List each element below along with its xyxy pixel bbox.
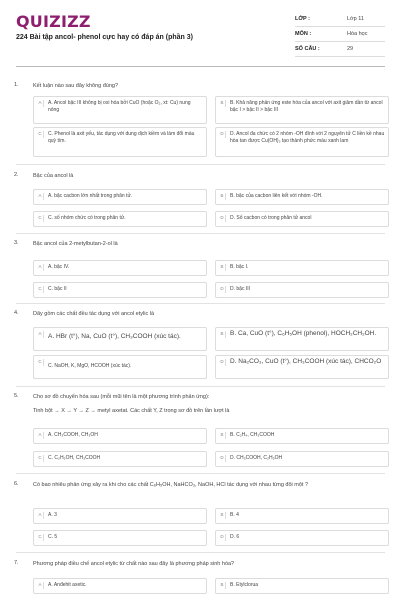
question-number: 6. xyxy=(14,481,19,487)
option-letter: C xyxy=(37,215,44,222)
question-divider xyxy=(16,303,385,304)
option-text: A. bậc IV. xyxy=(48,264,70,270)
option-d[interactable] xyxy=(215,355,389,379)
option-letter: C xyxy=(37,534,44,541)
option-d[interactable] xyxy=(215,530,389,546)
option-text: D. Số cacbon có trong phân tử ancol xyxy=(230,215,312,221)
meta-label: LỚP : xyxy=(295,16,310,22)
option-letter: B xyxy=(219,582,226,589)
option-text: B. Khả năng phản ứng este hóa của ancol với axit giảm dần từ ancol bậc I > bậc II > bậc III xyxy=(230,100,383,113)
option-letter: A xyxy=(37,331,44,338)
option-text: D. CH₃COOH, C₂H₅OH xyxy=(230,455,283,461)
option-letter: A xyxy=(37,432,44,439)
meta-row-grade xyxy=(295,12,385,27)
option-letter: A xyxy=(37,100,44,107)
meta-value: Hóa học xyxy=(347,31,368,37)
option-a[interactable] xyxy=(33,578,207,594)
option-c[interactable] xyxy=(33,282,207,298)
option-letter: D xyxy=(219,534,226,541)
option-text: B. bậc của cacbon liên kết với nhóm -OH. xyxy=(230,193,323,199)
option-d[interactable] xyxy=(215,127,389,157)
option-a[interactable] xyxy=(33,260,207,276)
option-letter: C xyxy=(37,359,44,366)
question-divider xyxy=(16,552,385,553)
question-text: Cho sơ đồ chuyển hóa sau (mỗi mũi tên là một phương trình phản ứng): xyxy=(33,394,210,400)
option-b[interactable] xyxy=(215,260,389,276)
option-letter: A xyxy=(37,582,44,589)
header-divider xyxy=(16,66,385,67)
question-number: 3. xyxy=(14,240,19,246)
option-text: A. 3 xyxy=(48,512,57,518)
option-letter: D xyxy=(219,215,226,222)
option-letter: B xyxy=(219,264,226,271)
option-letter: C xyxy=(37,286,44,293)
question-divider xyxy=(16,473,385,474)
option-letter: A xyxy=(37,512,44,519)
option-letter: D xyxy=(219,131,226,138)
meta-row-subject xyxy=(295,27,385,42)
option-text: B. Ca, CuO (t°), C₆H₅OH (phenol), HOCH₂CH₂OH. xyxy=(230,330,377,337)
option-text: B. C₂H₄, CH₃COOH xyxy=(230,432,275,438)
option-b[interactable] xyxy=(215,508,389,524)
meta-table xyxy=(295,12,385,57)
question-divider xyxy=(16,233,385,234)
option-letter: B xyxy=(219,432,226,439)
question-divider xyxy=(16,386,385,387)
option-letter: C xyxy=(37,131,44,138)
option-text: D. 6 xyxy=(230,534,240,540)
worksheet-header xyxy=(0,0,400,66)
option-letter: B xyxy=(219,193,226,200)
meta-value: Lớp 11 xyxy=(347,16,364,22)
option-c[interactable] xyxy=(33,451,207,467)
option-text: B. 4 xyxy=(230,512,239,518)
option-text: D. Ancol đa chức có 2 nhóm -OH đính với 2 nguyên tử C liền kề nhau hòa tan được Cu(OH)₂ tạo thành phức màu xanh lam xyxy=(230,131,385,144)
option-letter: A xyxy=(37,264,44,271)
option-b[interactable] xyxy=(215,327,389,351)
quizizz-logo: QUIZIZZ xyxy=(16,12,91,31)
option-letter: D xyxy=(219,286,226,293)
worksheet-title: 224 Bài tập ancol- phenol cực hay có đáp án (phần 3) xyxy=(16,34,193,41)
option-b[interactable] xyxy=(215,428,389,444)
option-text: D. Na₂CO₃, CuO (t°), CH₃COOH (xúc tác), CHCO₂O xyxy=(230,358,382,365)
option-text: C. Phenol là axit yếu, tác dụng với dung dịch kiềm và làm đổi màu quỳ tím. xyxy=(48,131,195,144)
option-text: A. CH₃COOH, CH₃OH xyxy=(48,432,98,438)
option-b[interactable] xyxy=(215,189,389,205)
option-text: C. 5 xyxy=(48,534,58,540)
option-text: D. bậc III xyxy=(230,286,251,292)
question-text: Phương pháp điều chế ancol etylic từ chất nào sau đây là phương pháp sinh hóa? xyxy=(33,561,235,567)
question-divider xyxy=(16,164,385,165)
option-letter: D xyxy=(219,455,226,462)
option-d[interactable] xyxy=(215,282,389,298)
question-text: Có bao nhiêu phản ứng xảy ra khi cho các chất C₆H₅OH, NaHCO₃, NaOH, HCl tác dụng với nhau từng đôi một ? xyxy=(33,482,309,488)
question-number: 4. xyxy=(14,310,19,316)
question-text: Bậc ancol của 2-metylbutan-2-ol là xyxy=(33,241,118,247)
option-letter: C xyxy=(37,455,44,462)
meta-label: MÔN : xyxy=(295,31,312,37)
option-letter: D xyxy=(219,359,226,366)
option-d[interactable] xyxy=(215,211,389,227)
option-text: C. C₂H₅OH, CH₃COOH xyxy=(48,455,101,461)
option-letter: B xyxy=(219,512,226,519)
question-number: 5. xyxy=(14,393,19,399)
option-a[interactable] xyxy=(33,428,207,444)
option-a[interactable] xyxy=(33,508,207,524)
option-c[interactable] xyxy=(33,530,207,546)
question-text-line-2: Tinh bột → X → Y → Z → metyl axetat. Các chất Y, Z trong sơ đồ trên lần lượt là xyxy=(33,408,230,414)
option-b[interactable] xyxy=(215,96,389,124)
option-c[interactable] xyxy=(33,127,207,157)
option-text: A. HBr (t°), Na, CuO (t°), CH₃COOH (xúc tác). xyxy=(48,333,181,340)
option-b[interactable] xyxy=(215,578,389,594)
option-a[interactable] xyxy=(33,96,207,124)
option-text: B. bậc I. xyxy=(230,264,249,270)
option-text: C. NaOH, K, MgO, HCOOH (xúc tác). xyxy=(48,363,132,369)
option-letter: B xyxy=(219,331,226,338)
meta-label: SỐ CÂU : xyxy=(295,46,320,52)
option-letter: A xyxy=(37,193,44,200)
option-text: B. Etylclorua xyxy=(230,582,259,588)
option-d[interactable] xyxy=(215,451,389,467)
question-text: Bậc của ancol là xyxy=(33,173,74,179)
option-a[interactable] xyxy=(33,189,207,205)
option-text: C. bậc II xyxy=(48,286,67,292)
meta-row-count xyxy=(295,42,385,57)
option-c[interactable] xyxy=(33,211,207,227)
meta-value: 29 xyxy=(347,46,354,52)
option-letter: B xyxy=(219,100,226,107)
question-text: Dãy gồm các chất đều tác dụng với ancol etylic là xyxy=(33,311,155,317)
question-text: Kết luận nào sau đây không đúng? xyxy=(33,83,119,89)
option-text: A. Anđehit axetic. xyxy=(48,582,87,588)
question-number: 2. xyxy=(14,172,19,178)
option-a[interactable] xyxy=(33,327,207,351)
question-number: 7. xyxy=(14,560,19,566)
option-c[interactable] xyxy=(33,355,207,379)
option-text: A. Ancol bậc III không bị oxi hóa bởi CuO (hoặc O₂, xt: Cu) nung nóng xyxy=(48,100,191,113)
option-text: A. bậc cacbon lớn nhất trong phân tử. xyxy=(48,193,133,199)
option-text: C. số nhóm chức có trong phân tử. xyxy=(48,215,126,221)
question-number: 1. xyxy=(14,82,19,88)
